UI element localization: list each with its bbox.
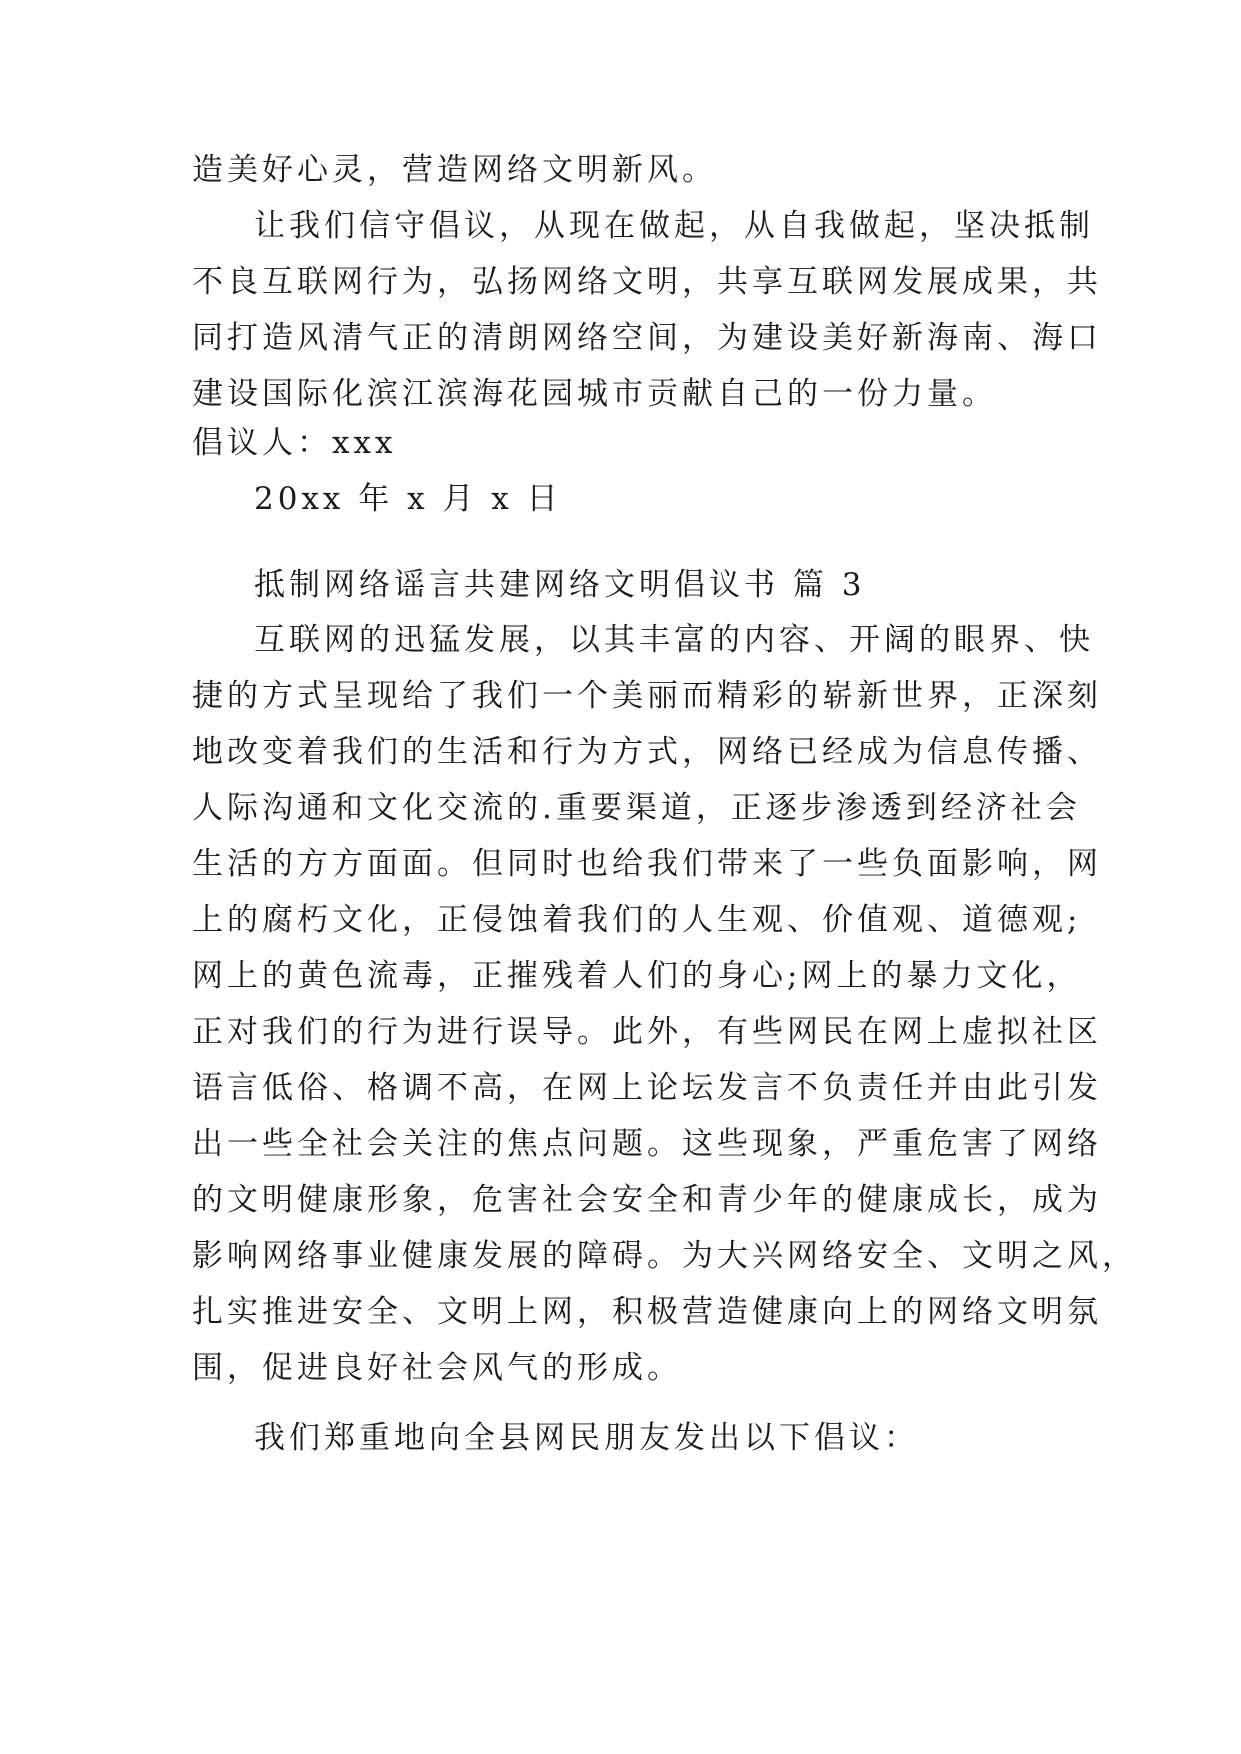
text-line: 正对我们的行为进行误导。此外，有些网民在网上虚拟社区 (192, 1014, 1102, 1050)
text-line: 围，促进良好社会风气的形成。 (192, 1350, 682, 1386)
text-line: 扎实推进安全、文明上网，积极营造健康向上的网络文明氛 (192, 1294, 1102, 1330)
text-line: 语言低俗、格调不高，在网上论坛发言不负责任并由此引发 (192, 1070, 1102, 1106)
text-line: 建设国际化滨江滨海花园城市贡献自己的一份力量。 (192, 376, 997, 412)
text-line: 的文明健康形象，危害社会安全和青少年的健康成长，成为 (192, 1182, 1102, 1218)
text-line: 地改变着我们的生活和行为方式，网络已经成为信息传播、 (192, 734, 1102, 770)
closing-line: 我们郑重地向全县网民朋友发出以下倡议： (254, 1420, 919, 1456)
text-line: 让我们信守倡议，从现在做起，从自我做起，坚决抵制 (254, 208, 1094, 244)
signer-line: 倡议人：xxx (192, 425, 397, 461)
text-line: 出一些全社会关注的焦点问题。这些现象，严重危害了网络 (192, 1126, 1102, 1162)
text-line: 影响网络事业健康发展的障碍。为大兴网络安全、文明之风， (192, 1238, 1137, 1274)
text-line: 人际沟通和文化交流的.重要渠道，正逐步渗透到经济社会 (192, 790, 1081, 826)
text-line: 网上的黄色流毒，正摧残着人们的身心;网上的暴力文化， (192, 958, 1082, 994)
section-title: 抵制网络谣言共建网络文明倡议书 篇 3 (254, 567, 866, 603)
text-line: 同打造风清气正的清朗网络空间，为建设美好新海南、海口 (192, 320, 1102, 356)
text-line: 互联网的迅猛发展，以其丰富的内容、开阔的眼界、快 (254, 622, 1094, 658)
text-line: 生活的方方面面。但同时也给我们带来了一些负面影响，网 (192, 846, 1102, 882)
text-line: 造美好心灵，营造网络文明新风。 (192, 152, 717, 188)
text-line: 上的腐朽文化，正侵蚀着我们的人生观、价值观、道德观; (192, 902, 1082, 938)
text-line: 捷的方式呈现给了我们一个美丽而精彩的崭新世界，正深刻 (192, 678, 1102, 714)
date-line: 20xx 年 x 月 x 日 (254, 481, 562, 517)
text-line: 不良互联网行为，弘扬网络文明，共享互联网发展成果，共 (192, 264, 1102, 300)
